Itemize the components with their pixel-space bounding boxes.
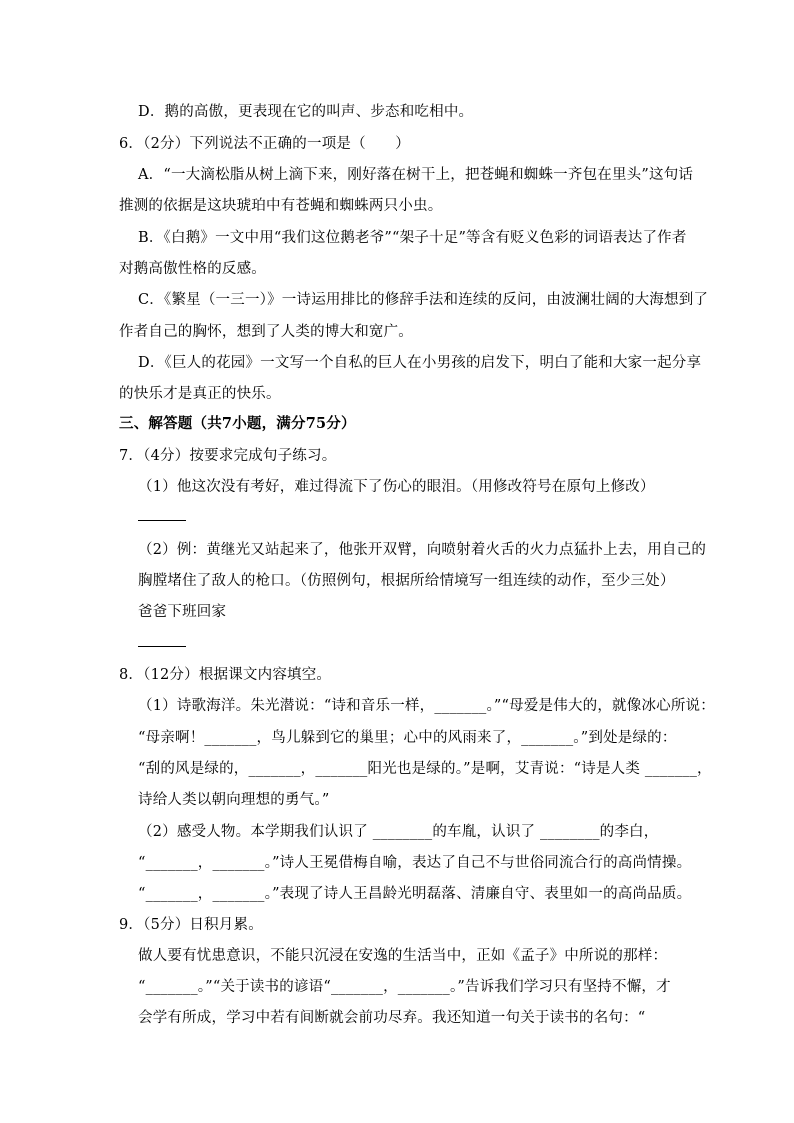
question-6: 6．（2分）下列说法不正确的一项是（ ） [119,136,410,152]
question-8: 8．（12分）根据课文内容填空。 [119,667,332,683]
question-9-line3: 会学有所成，学习中若有间断就会前功尽弃。我还知道一句关于读书的名句：“ [138,1010,646,1026]
section-3-heading: 三、解答题（共7小题，满分75分） [119,415,356,432]
question-9-line1: 做人要有忧患意识，不能只沉浸在安逸的生活当中，正如《孟子》中所说的那样： [138,948,668,964]
option-6d-line2: 的快乐才是真正的快乐。 [119,386,281,402]
question-8-part1-line2: “母亲啊！_______，鸟儿躲到它的巢里；心中的风雨来了，_______。”到处是绿的： [138,730,677,746]
question-8-part1-line4: 诗给人类以朝向理想的勇气。” [138,792,330,808]
question-7-part2-line1: （2）例：黄继光又站起来了，他张开双臂，向喷射着火舌的火力点猛扑上去，用自己的 [138,542,707,558]
question-7-part2-prompt: 爸爸下班回家 [138,604,227,620]
question-7: 7．（4分）按要求完成句子练习。 [119,448,337,464]
answer-blank-7-2[interactable] [138,646,186,647]
question-8-part2-line1: （2）感受人物。本学期我们认识了 ________的车胤，认识了 ________的李白， [138,824,659,840]
option-6d-line1: D．《巨人的花园》一文写一个自私的巨人在小男孩的启发下，明白了能和大家一起分享 [138,355,702,371]
option-6a-line1: A．“一大滴松脂从树上滴下来，刚好落在树干上，把苍蝇和蜘蛛一齐包在里头”这句话 [138,167,694,183]
question-8-part2-line3: “_______，_______。”表现了诗人王昌龄光明磊落、清廉自守、表里如一的高尚品质。 [138,886,692,902]
question-9-line2: “_______。”“关于读书的谚语“_______，_______。”告诉我们学习只有坚持不懈，才 [138,979,671,995]
question-7-part1: （1）他这次没有考好，难过得流下了伤心的眼泪。（用修改符号在原句上修改） [138,479,655,495]
question-8-part2-line2: “_______，_______。”诗人王冕借梅自喻，表达了自己不与世俗同流合行的高尚情操。 [138,855,692,871]
option-6b-line1: B．《白鹅》一文中用“我们这位鹅老爷”“架子十足”等含有贬义色彩的词语表达了作者 [138,230,687,246]
question-8-part1-line1: （1）诗歌海洋。朱光潜说：“诗和音乐一样，_______。”“母爱是伟大的，就像冰心所说： [138,698,715,714]
option-6b-line2: 对鹅高傲性格的反感。 [119,261,266,277]
answer-blank-7-1[interactable] [138,520,186,521]
option-6c-line2: 作者自己的胸怀，想到了人类的博大和宽广。 [119,324,413,340]
option-6c-line1: C．《繁星（一三一）》一诗运用排比的修辞手法和连续的反问，由波澜壮阔的大海想到了 [138,292,709,308]
question-7-part2-line2: 胸膛堵住了敌人的枪口。（仿照例句，根据所给情境写一组连续的动作，至少三处） [138,573,675,589]
option-6a-line2: 推测的依据是这块琥珀中有苍蝇和蜘蛛两只小虫。 [119,198,443,214]
question-8-part1-line3: “刮的风是绿的，_______，_______阳光也是绿的。”是啊，艾青说：“诗是人类 _______， [138,761,712,777]
option-5d: D．鹅的高傲，更表现在它的叫声、步态和吃相中。 [138,104,474,120]
question-9: 9．（5分）日积月累。 [119,917,263,933]
